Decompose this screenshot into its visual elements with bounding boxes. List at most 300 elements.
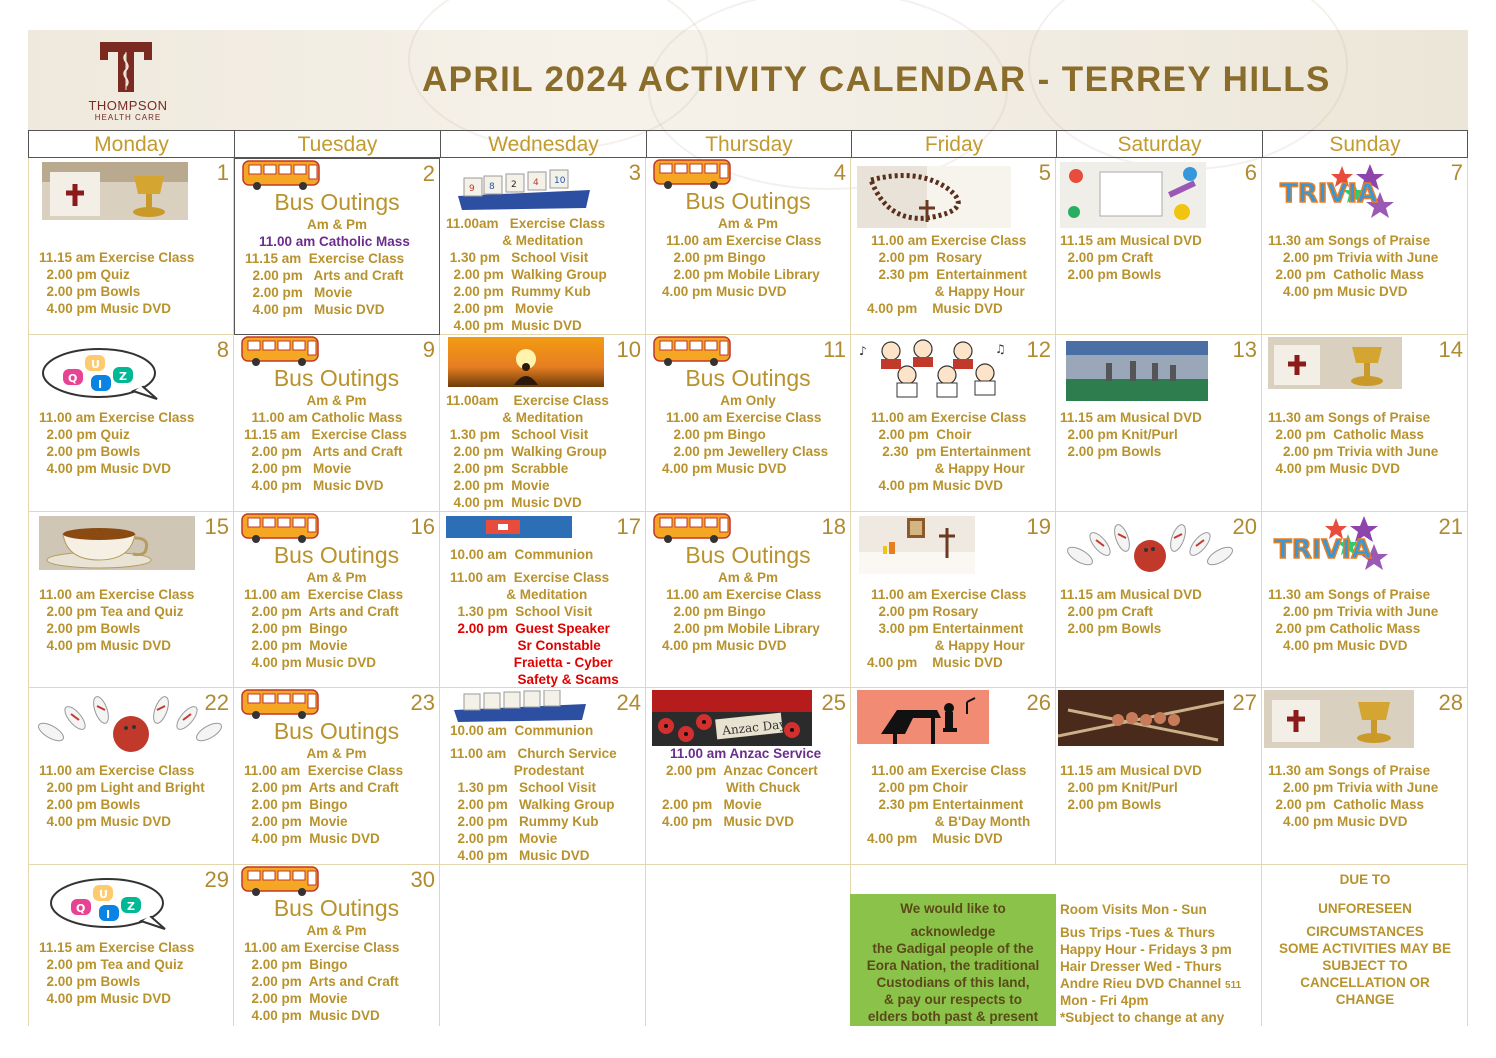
- info-text: Andre Rieu DVD Channel: [1060, 976, 1222, 991]
- day-number: 15: [204, 514, 229, 539]
- activity: 11.00 am Exercise Class: [871, 763, 1027, 778]
- activity: 11.00 am Church Service: [450, 746, 617, 761]
- bus-times: Am & Pm: [306, 217, 367, 232]
- trivia-icon: [1270, 514, 1390, 578]
- day-cell-24: [440, 688, 646, 865]
- info-line: Happy Hour - Fridays 3 pm: [1060, 942, 1232, 957]
- activity: 2.00 pm Quiz: [39, 267, 130, 282]
- day-number: 30: [410, 867, 435, 892]
- day-cell-30: [234, 865, 440, 1026]
- activity: 2.30 pm Entertainment: [871, 797, 1024, 812]
- activity: 2.00 pm Trivia with June: [1268, 604, 1439, 619]
- info-line: *Subject to change at any: [1060, 1010, 1225, 1025]
- bowling-pins-icon: [31, 690, 227, 760]
- bus-outings-title: Bus Outings: [273, 542, 400, 568]
- altar-icon: [859, 516, 975, 574]
- bus-icon: [238, 512, 322, 544]
- activity: 1.30 pm School Visit: [446, 250, 589, 265]
- day-number: 11: [823, 337, 846, 362]
- activity: 2.00 pm Movie: [245, 285, 353, 300]
- day-cell-20: [1056, 512, 1262, 688]
- activity: 2.00 pm Catholic Mass: [1268, 427, 1425, 442]
- bus-times: Am & Pm: [717, 570, 778, 585]
- activity: 11.00 am Exercise Class: [871, 587, 1027, 602]
- day-cell-18: [646, 512, 851, 688]
- day-cell-21: [1262, 512, 1468, 688]
- bus-outings-title: Bus Outings: [273, 718, 400, 744]
- svg-text:♪: ♪: [859, 344, 867, 358]
- activity: 11.15 am Exercise Class: [244, 427, 407, 442]
- svg-text:2: 2: [511, 180, 517, 190]
- day-number: 18: [821, 514, 846, 539]
- bus-times: Am & Pm: [717, 216, 778, 231]
- svg-text:U: U: [91, 358, 100, 371]
- day-number: 29: [204, 867, 229, 892]
- day-cell-14: [1262, 335, 1468, 512]
- svg-text:I: I: [106, 908, 111, 921]
- meditation-sunset-icon: [448, 337, 604, 387]
- piano-icon: [857, 690, 989, 744]
- activity: 2.00 pm Scrabble: [446, 461, 569, 476]
- notice-line: CIRCUMSTANCES: [1306, 924, 1424, 939]
- activity: 4.00 pm Music DVD: [450, 848, 590, 863]
- bus-icon: [650, 335, 734, 367]
- day-number: 2: [422, 161, 435, 186]
- svg-text:♫: ♫: [995, 342, 1006, 356]
- guest-speaker: Safety & Scams: [450, 672, 619, 687]
- day-cell-12: [851, 335, 1056, 512]
- activity: 2.00 pm Walking Group: [446, 444, 607, 459]
- logo-subtitle: HEALTH CARE: [94, 113, 162, 122]
- activity: 4.00 pm Music DVD: [245, 302, 385, 317]
- day-number: 27: [1232, 690, 1257, 715]
- activity: 11.15 am Exercise Class: [245, 251, 405, 266]
- day-number: 4: [833, 160, 846, 185]
- activity: 2.00 pm Bingo: [666, 250, 766, 265]
- anzac-service: 11.00 am Anzac Service: [670, 746, 822, 761]
- quiz-bubble-icon: [41, 345, 159, 401]
- activity: 1.30 pm School Visit: [450, 780, 597, 795]
- activity: 2.00 pm Arts and Craft: [244, 444, 403, 459]
- activity: 10.00 am Communion: [450, 547, 594, 562]
- day-cell-28: [1262, 688, 1468, 865]
- header-monday: Monday: [28, 130, 234, 158]
- bus-outings-title: Bus Outings: [685, 188, 811, 214]
- activity: 2.00 pm Bingo: [244, 797, 348, 812]
- day-number: 25: [821, 690, 846, 715]
- activity: 2.00 pm Movie: [244, 638, 348, 653]
- activity: 2.00 pm Catholic Mass: [1268, 621, 1421, 636]
- activity: 11.00 am Exercise Class: [244, 763, 404, 778]
- rummikub-icon: [450, 690, 590, 724]
- activity: 4.00 pm Music DVD: [244, 831, 380, 846]
- activity: 11.30 am Songs of Praise: [1268, 587, 1431, 602]
- day-cell-9: [234, 335, 440, 512]
- bus-times: Am & Pm: [306, 570, 367, 585]
- day-number: 13: [1232, 337, 1257, 362]
- activity: 11.15 am Musical DVD: [1060, 587, 1202, 602]
- activity: 2.00 pm Light and Bright: [39, 780, 205, 795]
- bus-icon: [238, 335, 322, 367]
- activity: 2.00 pm Arts and Craft: [244, 604, 399, 619]
- empty-cell: [440, 865, 646, 1026]
- activity: 2.00 pm Trivia with June: [1268, 250, 1439, 265]
- activity: 2.00 pm Bingo: [244, 621, 348, 636]
- empty-cell: [646, 865, 851, 1026]
- activity: 2.00 pm Choir: [871, 780, 968, 795]
- activity: 2.00 pm Catholic Mass: [1268, 797, 1425, 812]
- activity: 11.00 am Exercise Class: [666, 587, 822, 602]
- activity: 11.00 am Exercise Class: [666, 233, 822, 248]
- calendar-grid: [28, 130, 1468, 1026]
- teacup-icon: [39, 516, 195, 570]
- activity: 4.00 pm Music DVD: [867, 655, 1003, 670]
- activity: 2.00 pm Mobile Library: [666, 621, 820, 636]
- activity: 4.00 pm Music DVD: [1268, 638, 1408, 653]
- activity: 2.00 pm Rummy Kub: [450, 814, 599, 829]
- trivia-icon: [1276, 162, 1396, 226]
- bus-times: Am & Pm: [306, 746, 367, 761]
- activity: 2.00 pm Movie: [244, 814, 348, 829]
- svg-text:8: 8: [489, 182, 495, 192]
- activity: 11.15 am Exercise Class: [39, 250, 195, 265]
- activity: 11.00 am Exercise Class: [39, 587, 195, 602]
- day-cell-26: [851, 688, 1056, 865]
- activity: 2.00 pm Knit/Purl: [1060, 427, 1178, 442]
- day-cell-27: [1056, 688, 1262, 865]
- bus-times: Am Only: [720, 393, 776, 408]
- day-cell-11: [646, 335, 851, 512]
- activity: 11.00 am Exercise Class: [244, 940, 400, 955]
- svg-text:Q: Q: [68, 372, 78, 385]
- bus-icon: [650, 158, 734, 190]
- activity: 2.00 pm Anzac Concert: [666, 763, 818, 778]
- notice-line: DUE TO: [1339, 872, 1391, 887]
- activity: 2.00 pm Bowls: [39, 444, 141, 459]
- rosary-icon: [857, 166, 1011, 228]
- activity: 2.00 pm Bowls: [1060, 267, 1162, 282]
- day-number: 10: [616, 337, 641, 362]
- day-number: 5: [1038, 160, 1051, 185]
- activity: 2.00 pm Choir: [871, 427, 972, 442]
- anzac-sign: Anzac Day: [721, 717, 787, 738]
- activity: 4.00 pm Music DVD: [662, 461, 787, 476]
- activity: 4.00 pm Music DVD: [662, 638, 787, 653]
- activity: & Meditation: [450, 587, 588, 602]
- activity: 11.00 am Exercise Class: [666, 410, 822, 425]
- activity: 2.00 pm Tea and Quiz: [39, 604, 184, 619]
- bus-icon: [650, 512, 734, 544]
- ack-line: We would like to: [900, 901, 1006, 916]
- day-cell-17: [440, 512, 646, 688]
- activity: 2.30 pm Entertainment: [871, 444, 1031, 459]
- bowls-hall-icon: [1066, 341, 1208, 401]
- bus-outings-title: Bus Outings: [273, 895, 400, 921]
- notice-cell: [1262, 865, 1468, 1026]
- activity: 4.00 pm Music DVD: [662, 284, 787, 299]
- activity: 2.00 pm Movie: [244, 461, 352, 476]
- thompson-logo: [78, 40, 178, 126]
- logo-t-icon: [98, 40, 154, 94]
- bus-icon: [238, 865, 322, 897]
- day-number: 16: [410, 514, 435, 539]
- activity: & Meditation: [446, 410, 584, 425]
- activity: 3.00 pm Entertainment: [871, 621, 1024, 636]
- activity: 11.30 am Songs of Praise: [1268, 233, 1431, 248]
- ack-line: acknowledge: [910, 924, 996, 939]
- activity: & Happy Hour: [871, 461, 1025, 476]
- activity: 2.00 pm Bowls: [39, 974, 141, 989]
- activity: 11.15 am Musical DVD: [1060, 763, 1202, 778]
- guest-speaker: Fraietta - Cyber: [450, 655, 613, 670]
- choir-icon: [855, 337, 1013, 399]
- activity: 11.00 am Exercise Class: [39, 763, 195, 778]
- activity: 2.00 pm Movie: [446, 478, 550, 493]
- activity: 4.00 pm Music DVD: [244, 478, 384, 493]
- bus-times: Am & Pm: [306, 923, 367, 938]
- activity: 11.15 am Musical DVD: [1060, 410, 1202, 425]
- activity: 11.00 am Exercise Class: [450, 570, 610, 585]
- activity: 4.00 pm Music DVD: [244, 655, 377, 670]
- notice-line: SUBJECT TO: [1322, 958, 1408, 973]
- activity: 4.00 pm Music DVD: [39, 638, 172, 653]
- activity: 2.00 pm Trivia with June: [1268, 444, 1439, 459]
- day-number: 21: [1438, 514, 1463, 539]
- communion-chalice-icon: [1268, 337, 1402, 389]
- ack-line: the Gadigal people of the: [872, 941, 1034, 956]
- activity: 11.00am Exercise Class: [446, 393, 609, 408]
- day-number: 8: [216, 337, 229, 362]
- activity: 2.00 pm Craft: [1060, 604, 1154, 619]
- notice-line: CHANGE: [1335, 992, 1395, 1007]
- day-number: 20: [1232, 514, 1257, 539]
- svg-text:Z: Z: [119, 370, 127, 383]
- activity: & Meditation: [446, 233, 584, 248]
- header-banner: [28, 30, 1468, 130]
- notice-line: UNFORESEEN: [1318, 901, 1412, 916]
- info-line: Bus Trips -Tues & Thurs: [1060, 925, 1216, 940]
- ack-line: & pay our respects to: [883, 992, 1023, 1007]
- guest-speaker: Sr Constable: [450, 638, 601, 653]
- activity: & Happy Hour: [871, 284, 1025, 299]
- ack-line: elders both past & present: [867, 1009, 1039, 1024]
- activity: 11.00 am Catholic Mass: [244, 410, 403, 425]
- activity: 2.00 pm Movie: [450, 831, 558, 846]
- activity: 2.00 pm Bowls: [39, 284, 141, 299]
- day-cell-2: [234, 158, 440, 335]
- activity: 4.00 pm Music DVD: [662, 814, 795, 829]
- bus-outings-title: Bus Outings: [274, 189, 400, 215]
- bus-outings-title: Bus Outings: [685, 365, 811, 391]
- activity: 1.30 pm School Visit: [450, 604, 593, 619]
- day-cell-5: [851, 158, 1056, 335]
- activity: 1.30 pm School Visit: [446, 427, 589, 442]
- activity: 11.00 am Exercise Class: [871, 410, 1027, 425]
- day-cell-8: [28, 335, 234, 512]
- header-wednesday: Wednesday: [440, 130, 646, 158]
- cyber-safety-icon: [446, 516, 572, 538]
- day-cell-29: [28, 865, 234, 1026]
- activity: 2.00 pm Bowls: [1060, 621, 1162, 636]
- activity: 11.15 am Musical DVD: [1060, 233, 1202, 248]
- activity: 2.00 pm Tea and Quiz: [39, 957, 184, 972]
- communion-chalice-icon: [42, 162, 188, 220]
- header-tuesday: Tuesday: [234, 130, 440, 158]
- day-number: 17: [616, 514, 641, 539]
- day-cell-1: [28, 158, 234, 335]
- activity: 11.15 am Exercise Class: [39, 940, 195, 955]
- activity: 2.00 pm Bingo: [666, 427, 766, 442]
- day-cell-15: [28, 512, 234, 688]
- activity: 4.00 pm Music DVD: [39, 301, 172, 316]
- activity: 11.30 am Songs of Praise: [1268, 763, 1431, 778]
- day-cell-3: [440, 158, 646, 335]
- activity: 2.30 pm Entertainment: [871, 267, 1028, 282]
- activity: 2.00 pm Bowls: [1060, 797, 1162, 812]
- activity: 2.00 pm Knit/Purl: [1060, 780, 1178, 795]
- acknowledgement-of-country: [850, 894, 1056, 1026]
- header-saturday: Saturday: [1056, 130, 1262, 158]
- activity: 2.00 pm Jewellery Class: [666, 444, 829, 459]
- activity: 2.00 pm Rosary: [871, 604, 979, 619]
- activity: 4.00 pm Music DVD: [39, 991, 172, 1006]
- bus-times: Am & Pm: [306, 393, 367, 408]
- activity: 11.00 am Exercise Class: [871, 233, 1027, 248]
- activity: 2.00 pm Quiz: [39, 427, 130, 442]
- day-number: 26: [1026, 690, 1051, 715]
- svg-text:4: 4: [533, 178, 539, 188]
- day-number: 24: [616, 690, 641, 715]
- svg-text:I: I: [98, 378, 103, 391]
- guest-speaker: 2.00 pm Guest Speaker: [450, 621, 610, 636]
- activity: 4.00 pm Music DVD: [871, 478, 1004, 493]
- activity: 2.00 pm Arts and Craft: [244, 780, 399, 795]
- activity: 2.00 pm Trivia with June: [1268, 780, 1439, 795]
- activity: 11.30 am Songs of Praise: [1268, 410, 1431, 425]
- day-cell-22: [28, 688, 234, 865]
- activity: 2.00 pm Walking Group: [446, 267, 607, 282]
- activity: 2.00 pm Bowls: [39, 621, 141, 636]
- svg-text:Z: Z: [127, 900, 135, 913]
- activity: 10.00 am Communion: [450, 723, 594, 738]
- day-number: 6: [1244, 160, 1257, 185]
- bus-icon: [239, 159, 323, 191]
- day-cell-19: [851, 512, 1056, 688]
- activity: 4.00 pm Music DVD: [1268, 814, 1408, 829]
- communion-chalice-icon: [1264, 690, 1414, 748]
- day-cell-7: [1262, 158, 1468, 335]
- activity: 4.00 pm Music DVD: [446, 318, 582, 333]
- activity: 2.00 pm Craft: [1060, 250, 1154, 265]
- activity: Prodestant: [450, 763, 585, 778]
- header-friday: Friday: [851, 130, 1056, 158]
- bowling-pins-icon: [1060, 516, 1238, 582]
- svg-text:9: 9: [469, 184, 475, 194]
- rummikub-icon: [454, 164, 594, 210]
- info-line: Mon - Fri 4pm: [1060, 993, 1149, 1008]
- activity: 4.00 pm Music DVD: [244, 1008, 380, 1023]
- day-number: 12: [1026, 337, 1051, 362]
- day-cell-23: [234, 688, 440, 865]
- craft-supplies-icon: [1060, 162, 1206, 228]
- header-sunday: Sunday: [1262, 130, 1468, 158]
- day-number: 3: [628, 160, 641, 185]
- svg-text:U: U: [99, 888, 108, 901]
- knitting-icon: [1058, 690, 1224, 746]
- activity: 4.00 pm Music DVD: [39, 814, 172, 829]
- activity: & B'Day Month: [871, 814, 1031, 829]
- activity: 4.00 pm Music DVD: [446, 495, 582, 510]
- logo-name: THOMPSON: [88, 98, 168, 113]
- activity: 4.00 pm Music DVD: [39, 461, 172, 476]
- activity: 2.00 pm Arts and Craft: [244, 974, 399, 989]
- channel-number: 511: [1225, 980, 1242, 991]
- notice-line: SOME ACTIVITIES MAY BE: [1278, 941, 1452, 956]
- info-line: Hair Dresser Wed - Thurs: [1060, 959, 1222, 974]
- activity: 11.00 am Exercise Class: [244, 587, 404, 602]
- day-cell-10: [440, 335, 646, 512]
- activity: 2.00 pm Rosary: [871, 250, 983, 265]
- activity: 4.00 pm Music DVD: [867, 301, 1003, 316]
- activity: With Chuck: [666, 780, 801, 795]
- trivia-label: TRIVIA: [1274, 535, 1372, 565]
- activity: 2.00 pm Bowls: [39, 797, 141, 812]
- quiz-bubble-icon: [49, 875, 167, 931]
- bus-outings-title: Bus Outings: [685, 542, 811, 568]
- activity: 2.00 pm Bingo: [244, 957, 348, 972]
- header-thursday: Thursday: [646, 130, 851, 158]
- svg-text:Q: Q: [76, 902, 86, 915]
- day-number: 19: [1026, 514, 1051, 539]
- activity: 2.00 pm Bingo: [666, 604, 766, 619]
- info-cell: [1056, 865, 1262, 1026]
- activity: 2.00 pm Mobile Library: [666, 267, 820, 282]
- day-number: 23: [410, 690, 435, 715]
- day-number: 1: [216, 160, 229, 185]
- activity: 2.00 pm Arts and Craft: [245, 268, 404, 283]
- activity: 2.00 pm Movie: [662, 797, 762, 812]
- notice-line: CANCELLATION OR: [1300, 975, 1430, 990]
- svg-text:10: 10: [554, 176, 566, 186]
- day-number: 7: [1450, 160, 1463, 185]
- activity: 2.00 pm Movie: [446, 301, 554, 316]
- activity: 2.00 pm Rummy Kub: [446, 284, 591, 299]
- day-number: 14: [1438, 337, 1463, 362]
- day-cell-6: [1056, 158, 1262, 335]
- trivia-label: TRIVIA: [1280, 179, 1378, 209]
- ack-line: Custodians of this land,: [876, 975, 1030, 990]
- day-cell-25: [646, 688, 851, 865]
- day-number: 22: [204, 690, 229, 715]
- info-line: Room Visits Mon - Sun: [1060, 902, 1207, 917]
- activity: 2.00 pm Movie: [244, 991, 348, 1006]
- day-number: 28: [1438, 690, 1463, 715]
- activity: & Happy Hour: [871, 638, 1025, 653]
- activity: 4.00 pm Music DVD: [1268, 284, 1408, 299]
- activity: 4.00 pm Music DVD: [1268, 461, 1401, 476]
- activity: 11.00 am Catholic Mass: [259, 234, 410, 249]
- day-cell-13: [1056, 335, 1262, 512]
- activity: 2.00 pm Catholic Mass: [1268, 267, 1425, 282]
- ack-line: Eora Nation, the traditional: [866, 958, 1040, 973]
- activity: 11.00am Exercise Class: [446, 216, 606, 231]
- bus-outings-title: Bus Outings: [273, 365, 400, 391]
- activity: 2.00 pm Bowls: [1060, 444, 1162, 459]
- page-title: APRIL 2024 ACTIVITY CALENDAR - TERREY HILLS: [422, 60, 1331, 99]
- activity: 4.00 pm Music DVD: [867, 831, 1003, 846]
- activity: 11.00 am Exercise Class: [39, 410, 195, 425]
- day-cell-4: [646, 158, 851, 335]
